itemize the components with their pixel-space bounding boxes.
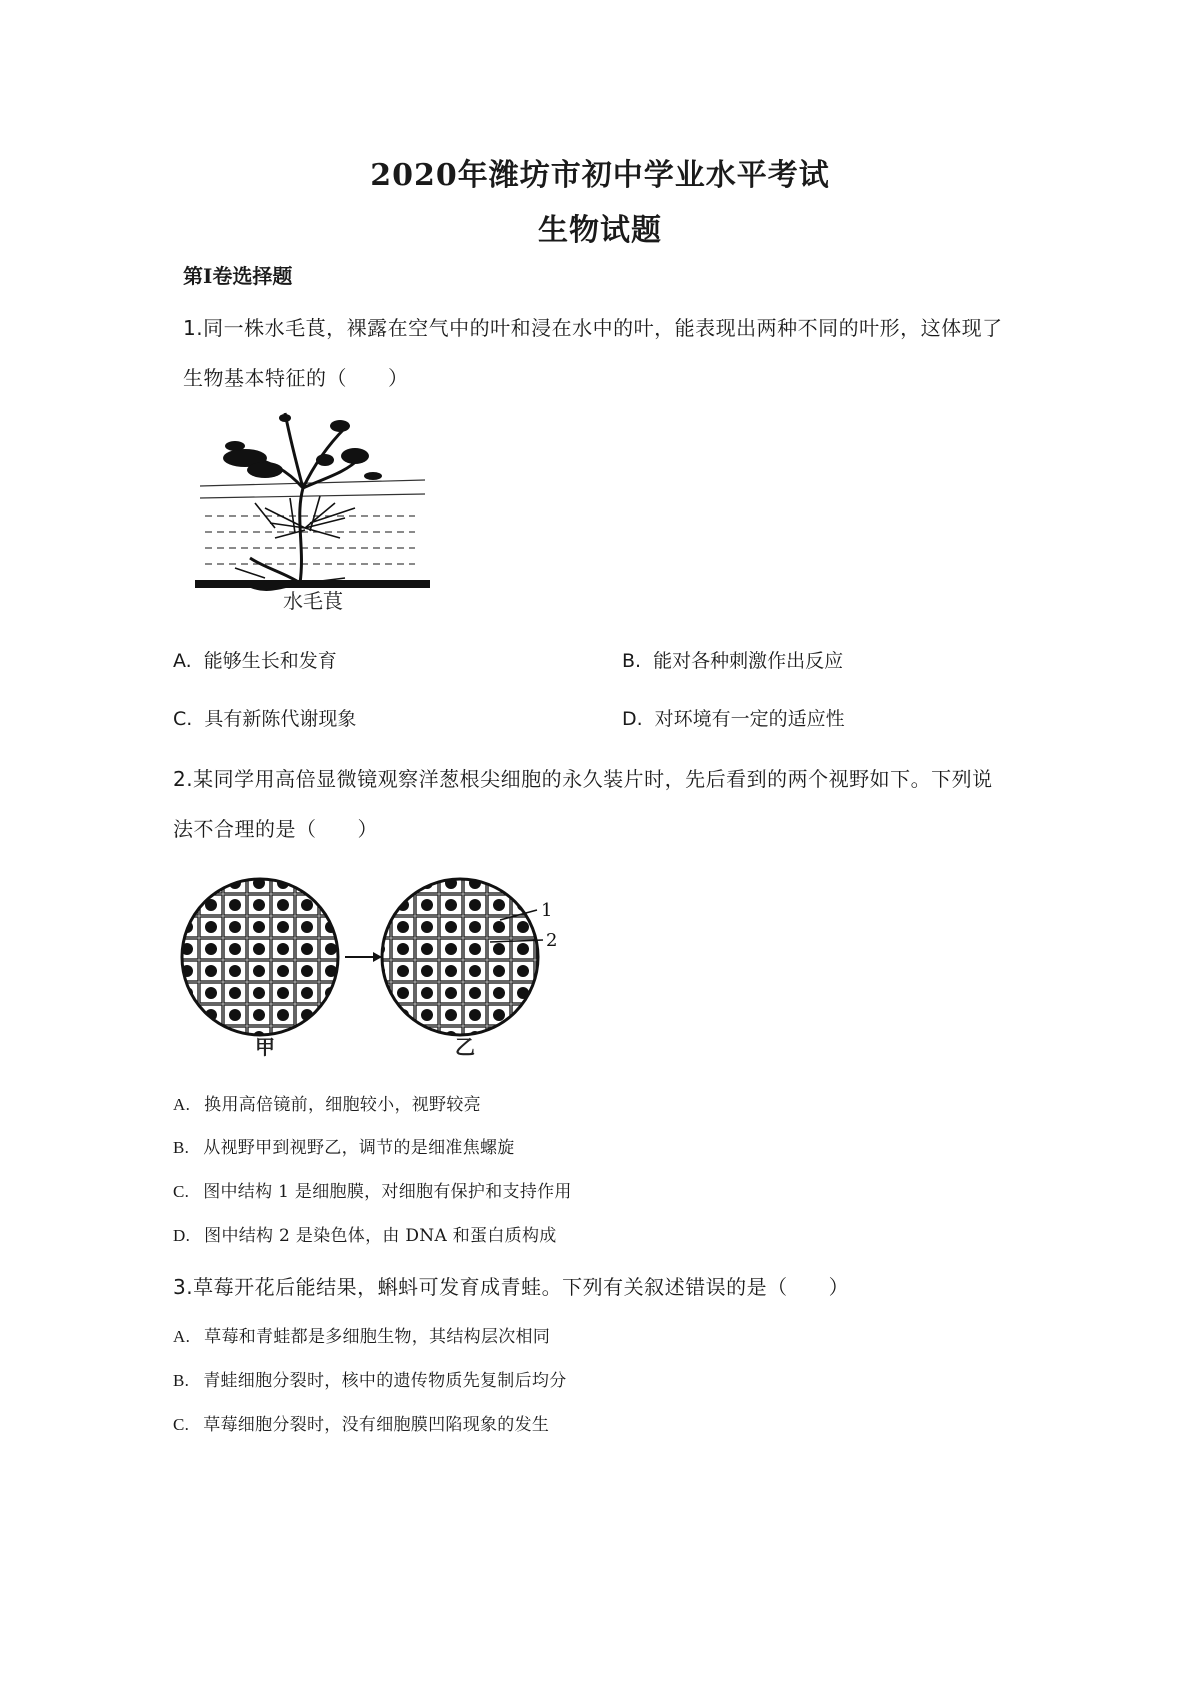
option-text: 具有新陈代谢现象 (204, 708, 357, 730)
option-text: 从视野甲到视野乙，调节的是细准焦螺旋 (203, 1138, 515, 1158)
option-text: 图中结构 2 是染色体，由 DNA 和蛋白质构成 (204, 1226, 557, 1246)
question-2-option-a[interactable] (173, 1090, 481, 1115)
option-text: 换用高倍镜前，细胞较小，视野较亮 (204, 1095, 481, 1115)
page-title: 2020年潍坊市初中学业水平考试 (370, 158, 830, 193)
question-1-option-a[interactable] (173, 646, 337, 673)
question-1-option-d[interactable] (622, 704, 845, 731)
question-text: 某同学用高倍显微镜观察洋葱根尖细胞的永久装片时，先后看到的两个视野如下。下列说 (193, 767, 993, 791)
field-of-view-jia (180, 877, 340, 1037)
question-2-stem-line1 (173, 763, 993, 792)
question-1-stem-line1 (183, 312, 1003, 341)
ground-line (195, 580, 430, 588)
option-letter: D. (622, 708, 643, 730)
submerged-leaves (235, 496, 355, 583)
question-text: 同一株水毛茛，裸露在空气中的叶和浸在水中的叶，能表现出两种不同的叶形，这体现了 (203, 316, 1003, 340)
page-subtitle: 生物试题 (538, 213, 662, 248)
option-letter: A. (173, 650, 192, 672)
option-text: 图中结构 1 是细胞膜，对细胞有保护和支持作用 (203, 1182, 572, 1202)
question-2-stem-line2: 法不合理的是（ ） (173, 817, 378, 841)
question-number: 2. (173, 767, 194, 791)
label-2: 2 (546, 930, 558, 951)
caption-yi: 乙 (455, 1035, 475, 1059)
figure-caption: 水毛茛 (283, 589, 343, 613)
question-2-option-c[interactable] (173, 1177, 572, 1202)
option-letter: B. (173, 1138, 190, 1157)
plant-stem (250, 413, 360, 589)
question-text: 草莓开花后能结果，蝌蚪可发育成青蛙。下列有关叙述错误的是（ ） (193, 1275, 850, 1299)
question-3-option-a[interactable] (173, 1322, 550, 1347)
question-3-option-b[interactable] (173, 1366, 567, 1391)
question-number: 3. (173, 1275, 194, 1299)
option-letter: B. (173, 1371, 190, 1390)
question-1-option-c[interactable] (173, 704, 356, 731)
section-heading: 第Ⅰ卷选择题 (183, 264, 293, 288)
option-letter: C. (173, 1415, 190, 1434)
option-letter: B. (622, 650, 642, 672)
question-2-option-b[interactable] (173, 1133, 515, 1158)
question-number: 1. (183, 316, 204, 340)
option-letter: C. (173, 708, 193, 730)
option-text: 青蛙细胞分裂时，核中的遗传物质先复制后均分 (203, 1371, 567, 1391)
question-1-stem-line2: 生物基本特征的（ ） (183, 366, 409, 390)
label-1: 1 (541, 900, 553, 921)
water-buttercup-figure (195, 408, 435, 658)
option-text: 草莓和青蛙都是多细胞生物，其结构层次相同 (204, 1327, 551, 1347)
question-1-option-b[interactable] (622, 646, 843, 673)
caption-jia: 甲 (255, 1035, 275, 1059)
field-of-view-yi (380, 877, 540, 1037)
question-3-option-c[interactable] (173, 1410, 549, 1435)
option-text: 能对各种刺激作出反应 (653, 650, 844, 672)
option-text: 草莓细胞分裂时，没有细胞膜凹陷现象的发生 (203, 1415, 550, 1435)
option-text: 对环境有一定的适应性 (654, 708, 845, 730)
option-letter: A. (173, 1327, 191, 1346)
option-letter: A. (173, 1095, 191, 1114)
question-3-stem-line1 (173, 1271, 849, 1300)
aerial-leaves (223, 414, 382, 480)
microscope-views-figure (175, 872, 575, 1062)
option-letter: C. (173, 1182, 190, 1201)
arrow (345, 952, 382, 962)
option-letter: D. (173, 1226, 191, 1245)
option-text: 能够生长和发育 (203, 650, 337, 672)
question-2-option-d[interactable] (173, 1221, 557, 1246)
